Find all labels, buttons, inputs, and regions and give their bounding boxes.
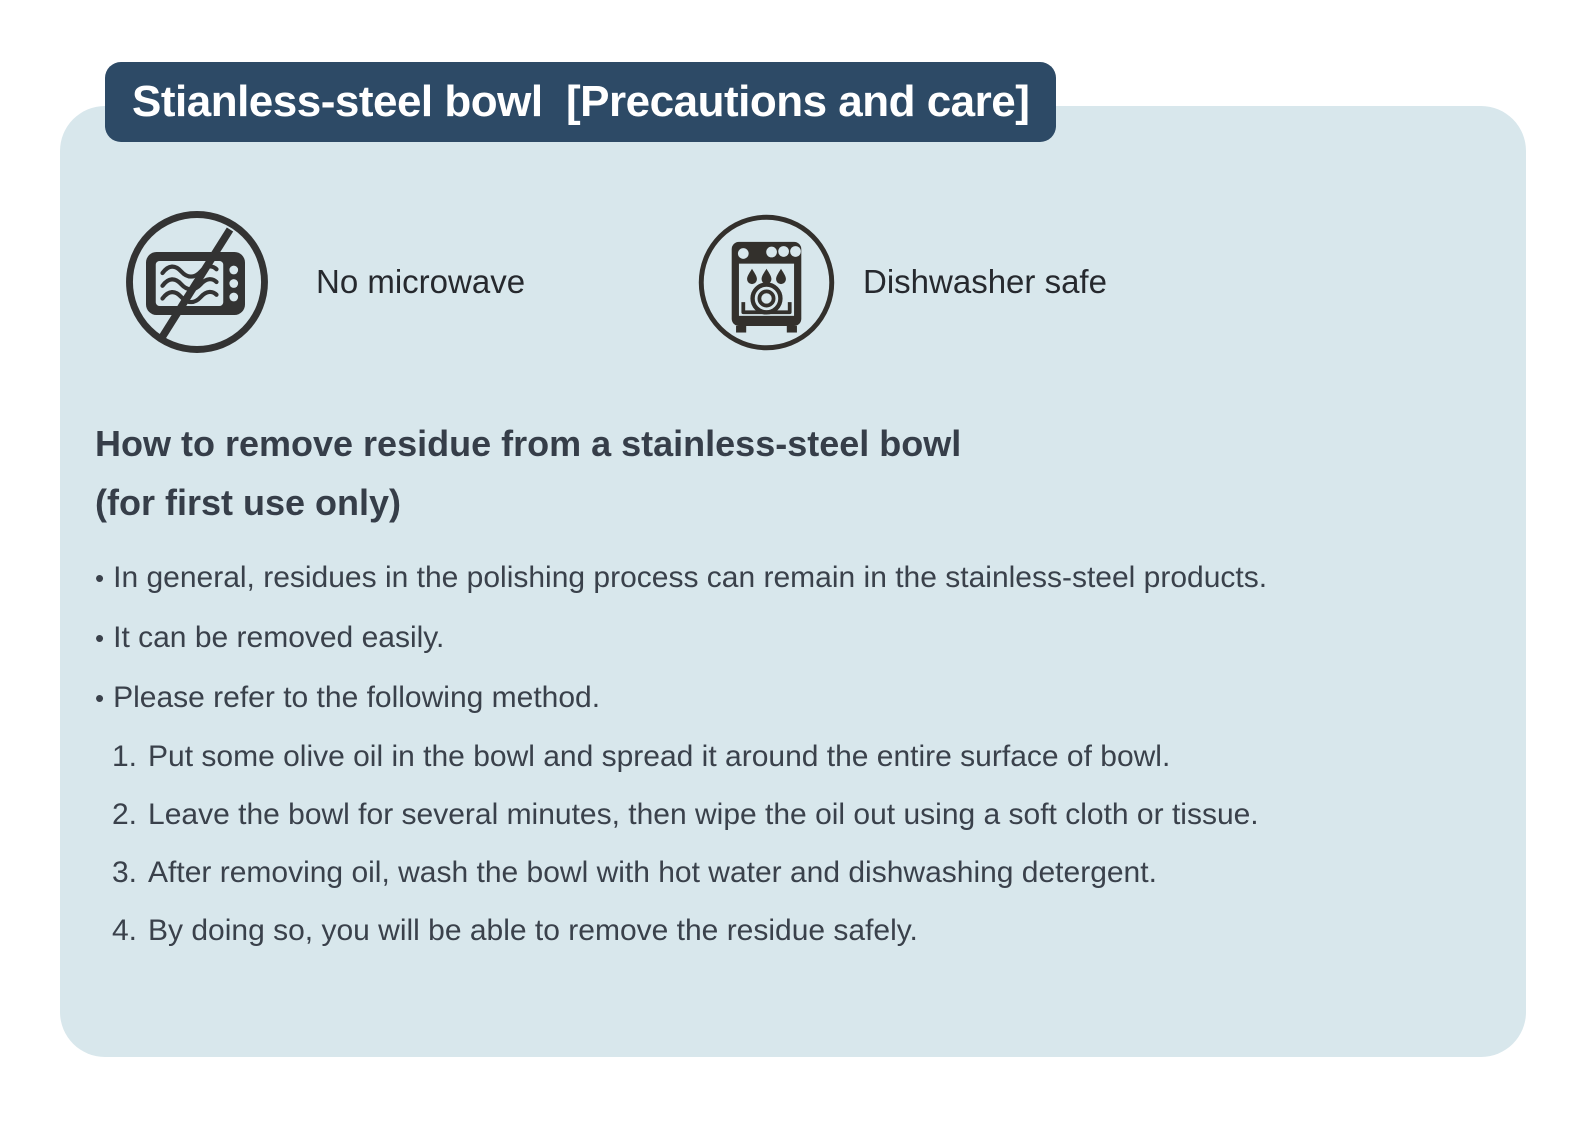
- bullet-icon: •: [95, 683, 105, 713]
- dishwasher-safe-label: Dishwasher safe: [863, 263, 1107, 300]
- step-number: 3.: [112, 856, 138, 889]
- step-number: 4.: [112, 914, 138, 947]
- instructions-section: [95, 414, 1525, 960]
- list-item: [112, 844, 1525, 902]
- step-text: Put some olive oil in the bowl and spread it around the entire surface of bowl.: [148, 740, 1171, 773]
- heading-line-1: How to remove residue from a stainless-steel bowl: [95, 423, 962, 464]
- step-text: By doing so, you will be able to remove the residue safely.: [148, 914, 918, 947]
- step-text: Leave the bowl for several minutes, then wipe the oil out using a soft cloth or tissue.: [148, 798, 1259, 831]
- instructions-heading: [95, 414, 1525, 532]
- no-microwave-symbol: [122, 206, 525, 358]
- step-text: After removing oil, wash the bowl with hot water and dishwashing detergent.: [148, 856, 1157, 889]
- note-text: In general, residues in the polishing process can remain in the stainless-steel products.: [113, 561, 1268, 594]
- list-item: [112, 786, 1525, 844]
- list-item: [95, 668, 1525, 728]
- list-item: [95, 608, 1525, 668]
- steps-list: [95, 728, 1525, 960]
- dishwasher-safe-icon: [694, 210, 839, 355]
- page-title: Stianless-steel bowl [Precautions and care]: [132, 77, 1030, 126]
- heading-line-2: (for first use only): [95, 482, 402, 523]
- bullet-icon: •: [95, 623, 105, 653]
- no-microwave-icon: [122, 207, 272, 357]
- no-microwave-label: No microwave: [316, 263, 526, 300]
- list-item: [112, 902, 1525, 960]
- notes-list: [95, 548, 1525, 728]
- title-badge: [105, 62, 1056, 142]
- step-number: 1.: [112, 740, 138, 773]
- list-item: [112, 728, 1525, 786]
- bullet-icon: •: [95, 563, 105, 593]
- dishwasher-safe-symbol: [694, 208, 1107, 356]
- note-text: Please refer to the following method.: [113, 681, 601, 714]
- step-number: 2.: [112, 798, 138, 831]
- note-text: It can be removed easily.: [113, 621, 445, 654]
- list-item: [95, 548, 1525, 608]
